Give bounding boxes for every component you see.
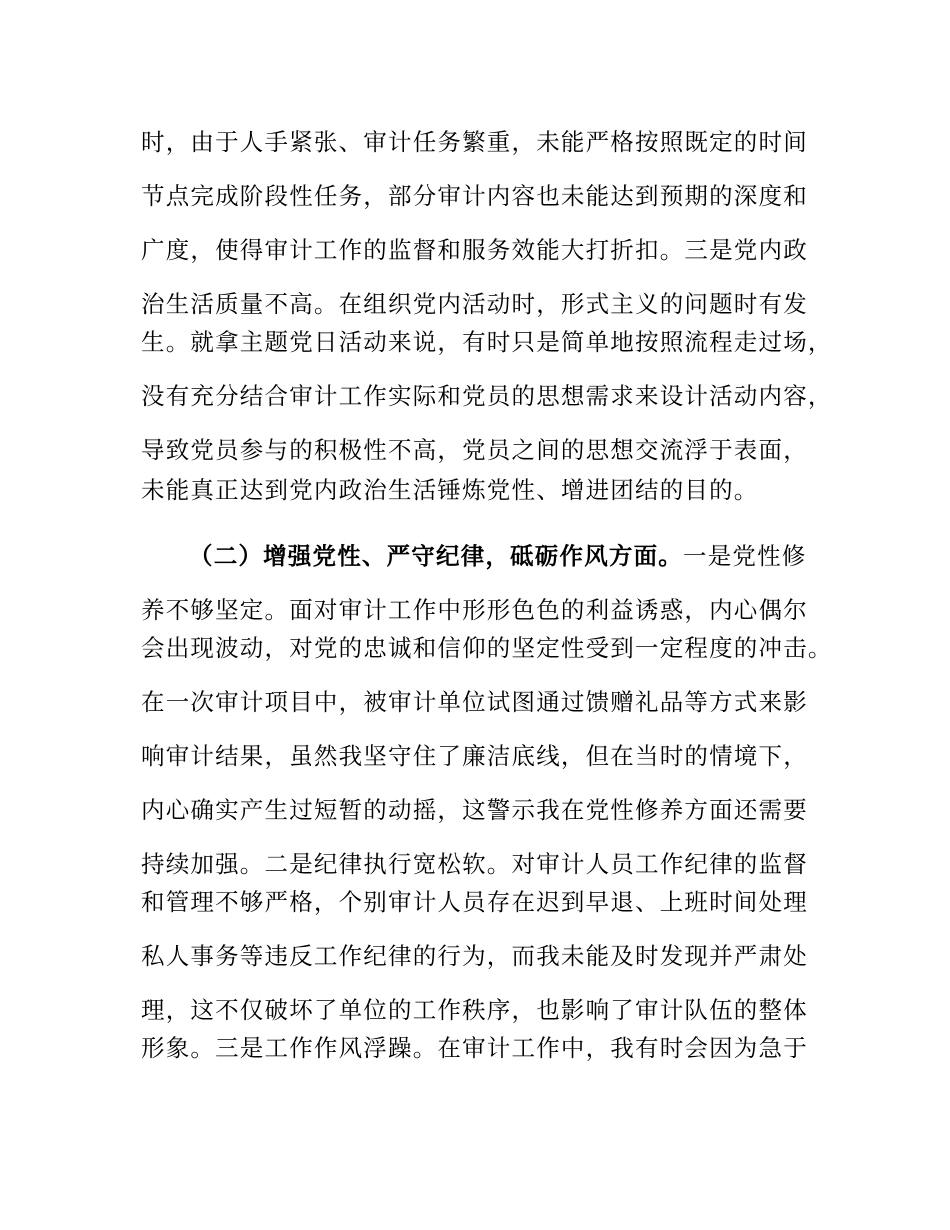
paragraph-2-line-9: 私人事务等违反工作纪律的行为，而我未能及时发现并严肃处 [141, 942, 808, 970]
paragraph-1-line-8: 未能真正达到党内政治生活锤炼党性、增进团结的目的。 [141, 476, 759, 504]
paragraph-1-line-7: 导致党员参与的积极性不高，党员之间的思想交流浮于表面， [141, 436, 808, 464]
section-heading: （二）增强党性、严守纪律，砥砺作风方面。 [189, 542, 683, 570]
paragraph-2-first-line-rest: 一是党性修 [683, 542, 807, 570]
paragraph-1-line-2: 节点完成阶段性任务，部分审计内容也未能达到预期的深度和 [141, 182, 808, 210]
paragraph-2-line-8: 和管理不够严格，个别审计人员存在迟到早退、上班时间处理 [141, 888, 808, 916]
paragraph-1-line-4: 治生活质量不高。在组织党内活动时，形式主义的问题时有发 [141, 290, 808, 318]
paragraph-2-line-4: 在一次审计项目中，被审计单位试图通过馈赠礼品等方式来影 [141, 688, 808, 716]
paragraph-1-line-3: 广度，使得审计工作的监督和服务效能大打折扣。三是党内政 [141, 236, 808, 264]
paragraph-2-line-7: 持续加强。二是纪律执行宽松软。对审计人员工作纪律的监督 [141, 850, 808, 878]
paragraph-1-line-5: 生。就拿主题党日活动来说，有时只是简单地按照流程走过场， [141, 328, 833, 356]
paragraph-2-line-11: 形象。三是工作作风浮躁。在审计工作中，我有时会因为急于 [141, 1034, 808, 1062]
paragraph-2-line-6: 内心确实产生过短暂的动摇，这警示我在党性修养方面还需要 [141, 796, 808, 824]
paragraph-2-line-3: 会出现波动，对党的忠诚和信仰的坚定性受到一定程度的冲击。 [141, 634, 833, 662]
paragraph-2-line-5: 响审计结果，虽然我坚守住了廉洁底线，但在当时的情境下， [141, 742, 808, 770]
paragraph-1-line-1: 时，由于人手紧张、审计任务繁重，未能严格按照既定的时间 [141, 128, 808, 156]
paragraph-2-line-2: 养不够坚定。面对审计工作中形形色色的利益诱惑，内心偶尔 [141, 596, 808, 624]
paragraph-1-line-6: 没有充分结合审计工作实际和党员的思想需求来设计活动内容， [141, 382, 833, 410]
paragraph-2-first-line [189, 541, 831, 571]
paragraph-2-line-10: 理，这不仅破坏了单位的工作秩序，也影响了审计队伍的整体 [141, 996, 808, 1024]
